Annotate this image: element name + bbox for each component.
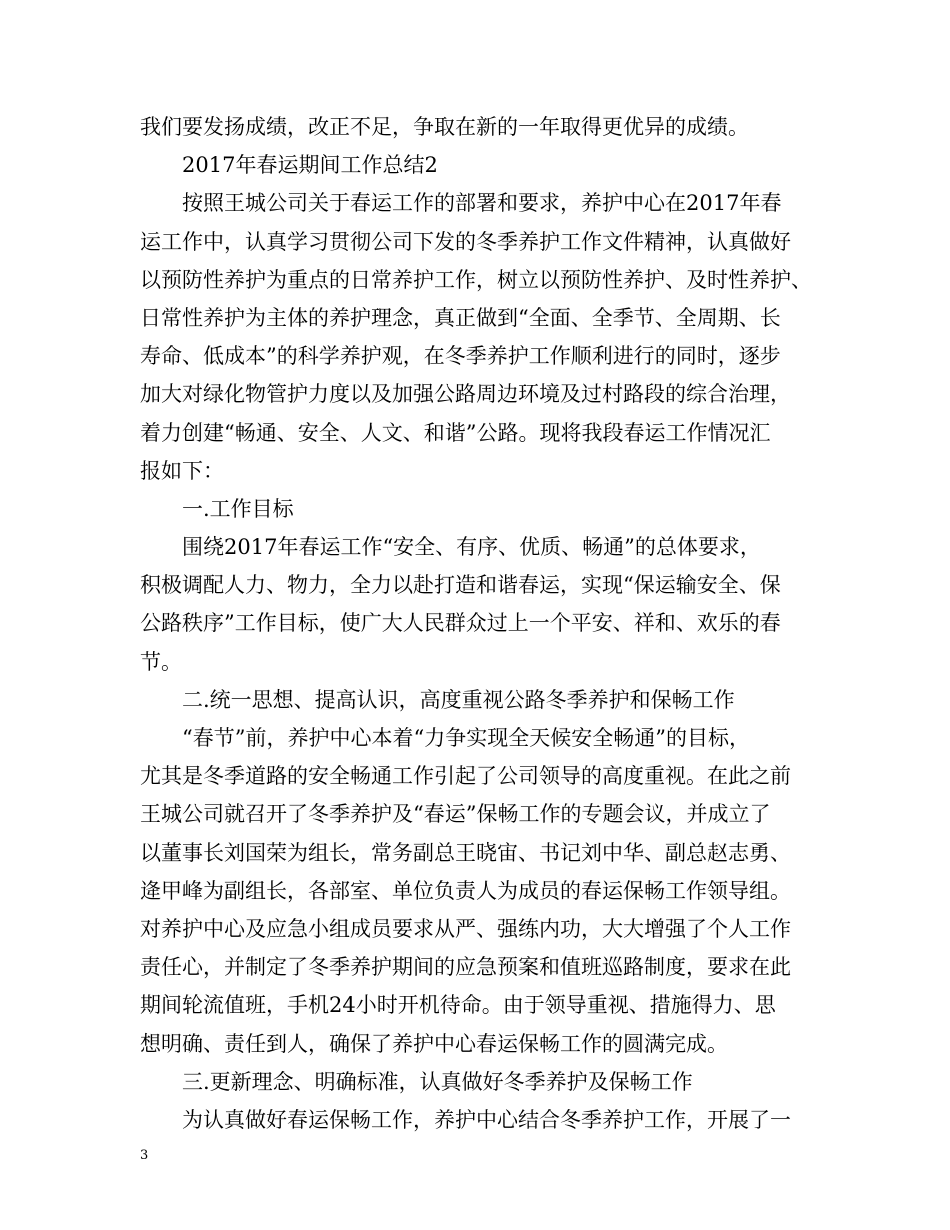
- text-line: “春节”前，养护中心本着“力争实现全天候安全畅通”的目标，: [182, 726, 750, 750]
- text-line: 二.统一思想、提高认识，高度重视公路冬季养护和保畅工作: [182, 687, 735, 712]
- text-line: 积极调配人力、物力，全力以赴打造和谐春运，实现“保运输安全、保: [140, 573, 781, 598]
- text-line: 责任心，并制定了冬季养护期间的应急预案和值班巡路制度，要求在此: [140, 955, 791, 980]
- text-line: 对养护中心及应急小组成员要求从严、强练内功，大大增强了个人工作: [140, 916, 791, 941]
- text-line: 日常性养护为主体的养护理念，真正做到“全面、全季节、全周期、长: [140, 305, 781, 330]
- text-line: 2017年春运期间工作总结2: [182, 153, 438, 178]
- text-line: 加大对绿化物管护力度以及加强公路周边环境及过村路段的综合治理，: [140, 382, 791, 407]
- document-body: [140, 108, 820, 1139]
- text-line: 以董事长刘国荣为组长，常务副总王晓宙、书记刘中华、副总赵志勇、: [140, 840, 791, 865]
- text-line: 王城公司就召开了冬季养护及“春运”保畅工作的专题会议，并成立了: [140, 802, 771, 827]
- text-line: 三.更新理念、明确标准，认真做好冬季养护及保畅工作: [182, 1069, 693, 1094]
- text-line: 为认真做好春运保畅工作，养护中心结合冬季养护工作，开展了一: [182, 1107, 791, 1132]
- text-line: 报如下：: [140, 458, 224, 483]
- text-line: 期间轮流值班，手机24小时开机待命。由于领导重视、措施得力、思: [140, 993, 776, 1018]
- text-line: 公路秩序”工作目标，使广大人民群众过上一个平安、祥和、欢乐的春: [140, 611, 781, 636]
- text-line: 节。: [140, 649, 182, 674]
- text-line: 围绕2017年春运工作“安全、有序、优质、畅通”的总体要求，: [182, 535, 761, 560]
- page-number: 3: [140, 1148, 149, 1163]
- text-line: 着力创建“畅通、安全、人文、和谐”公路。现将我段春运工作情况汇: [140, 420, 771, 445]
- text-line: 以预防性养护为重点的日常养护工作，树立以预防性养护、及时性养护、: [140, 267, 812, 292]
- text-line: 我们要发扬成绩，改正不足，争取在新的一年取得更优异的成绩。: [140, 115, 749, 139]
- text-line: 按照王城公司关于春运工作的部署和要求，养护中心在2017年春: [182, 191, 782, 216]
- text-line: 运工作中，认真学习贯彻公司下发的冬季养护工作文件精神，认真做好: [140, 229, 791, 254]
- text-line: 尤其是冬季道路的安全畅通工作引起了公司领导的高度重视。在此之前: [140, 764, 791, 789]
- text-line: 一.工作目标: [182, 496, 294, 521]
- text-line: 寿命、低成本”的科学养护观，在冬季养护工作顺利进行的同时，逐步: [140, 344, 781, 369]
- text-line: 想明确、责任到人，确保了养护中心春运保畅工作的圆满完成。: [140, 1031, 728, 1056]
- text-line: 逄甲峰为副组长，各部室、单位负责人为成员的春运保畅工作领导组。: [140, 878, 791, 903]
